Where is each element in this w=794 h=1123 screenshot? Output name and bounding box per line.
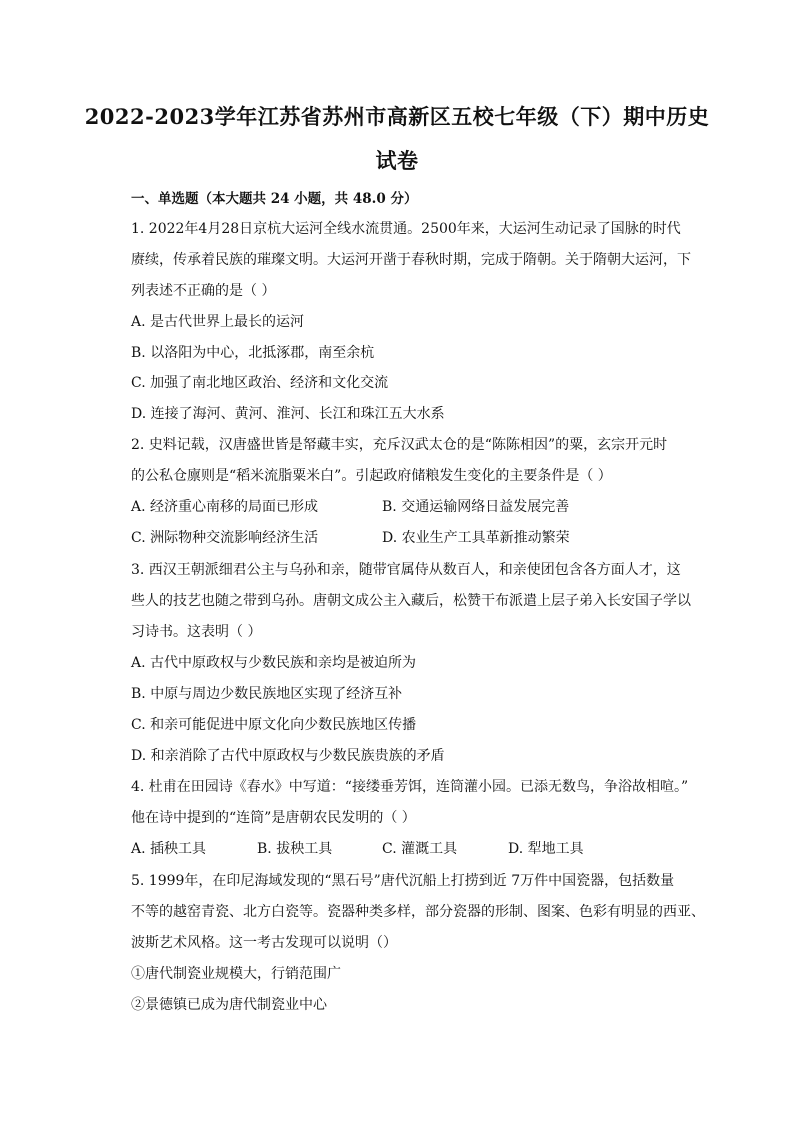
exam-title-line-2: 试卷 bbox=[375, 148, 419, 173]
q1-text-line-2: 赓续，传承着民族的璀璨文明。大运河开凿于春秋时期，完成于隋朝。关于隋朝大运河，下 bbox=[131, 252, 691, 268]
q1-option-b: B. 以洛阳为中心，北抵涿郡，南至余杭 bbox=[131, 345, 375, 361]
q4-text-line-2: 他在诗中提到的“连筒”是唐朝农民发明的（ ） bbox=[131, 810, 416, 826]
q3-option-b: B. 中原与周边少数民族地区实现了经济互补 bbox=[131, 686, 403, 702]
q5-text-line-2: 不等的越窑青瓷、北方白瓷等。瓷器种类多样，部分瓷器的形制、图案、色彩有明显的西亚、 bbox=[131, 904, 705, 920]
q3-text-line-2: 些人的技艺也随之带到乌孙。唐朝文成公主入藏后，松赞干布派遣上层子弟入长安国子学以 bbox=[131, 593, 691, 609]
q1-text-line-1: 1. 2022年4月28日京杭大运河全线水流贯通。2500年来，大运河生动记录了国脉的时代 bbox=[131, 221, 681, 237]
q2-text-line-2: 的公私仓廪则是“稻米流脂粟米白”。引起政府储粮发生变化的主要条件是（ ） bbox=[131, 468, 612, 484]
q2-option-b: B. 交通运输网络日益发展完善 bbox=[382, 499, 570, 515]
exam-title-line-1: 2022-2023学年江苏省苏州市高新区五校七年级（下）期中历史 bbox=[84, 104, 710, 129]
q4-option-b: B. 拔秧工具 bbox=[257, 841, 333, 857]
q5-text-line-3: 波斯艺术风格。这一考古发现可以说明（） bbox=[131, 935, 397, 951]
q2-text-line-1: 2. 史料记载，汉唐盛世皆是帑藏丰实，充斥汉武太仓的是“陈陈相因”的粟，玄宗开元时 bbox=[131, 437, 668, 453]
q4-option-c: C. 灌溉工具 bbox=[382, 841, 458, 857]
q3-option-d: D. 和亲消除了古代中原政权与少数民族贵族的矛盾 bbox=[131, 748, 445, 764]
q5-statement-2: ②景德镇已成为唐代制瓷业中心 bbox=[131, 997, 327, 1013]
q2-option-c: C. 洲际物种交流影响经济生活 bbox=[131, 530, 319, 546]
q2-option-d: D. 农业生产工具革新推动繁荣 bbox=[382, 530, 570, 546]
section-heading: 一、单选题（本大题共 24 小题，共 48.0 分） bbox=[131, 191, 418, 207]
q5-text-line-1: 5. 1999年，在印尼海域发现的“黑石号”唐代沉船上打捞到近 7万件中国瓷器，包括数量 bbox=[131, 873, 675, 889]
q1-option-c: C. 加强了南北地区政治、经济和文化交流 bbox=[131, 375, 389, 391]
q4-text-line-1: 4. 杜甫在田园诗《春水》中写道：“接缕垂芳饵，连筒灌小园。已添无数鸟，争浴故相喧。” bbox=[131, 779, 689, 795]
q3-text-line-1: 3. 西汉王朝派细君公主与乌孙和亲，随带官属侍从数百人，和亲使团包含各方面人才，这 bbox=[131, 562, 681, 578]
q4-option-d: D. 犁地工具 bbox=[508, 841, 584, 857]
q5-statement-1: ①唐代制瓷业规模大，行销范围广 bbox=[131, 966, 341, 982]
q3-text-line-3: 习诗书。这表明（ ） bbox=[131, 624, 262, 640]
q1-option-d: D. 连接了海河、黄河、淮河、长江和珠江五大水系 bbox=[131, 406, 445, 422]
q3-option-a: A. 古代中原政权与少数民族和亲均是被迫所为 bbox=[131, 655, 417, 671]
q2-option-a: A. 经济重心南移的局面已形成 bbox=[131, 499, 319, 515]
q1-text-line-3: 列表述不正确的是（ ） bbox=[131, 283, 276, 299]
q4-option-a: A. 插秧工具 bbox=[131, 841, 207, 857]
q1-option-a: A. 是古代世界上最长的运河 bbox=[131, 314, 305, 330]
q3-option-c: C. 和亲可能促进中原文化向少数民族地区传播 bbox=[131, 717, 417, 733]
